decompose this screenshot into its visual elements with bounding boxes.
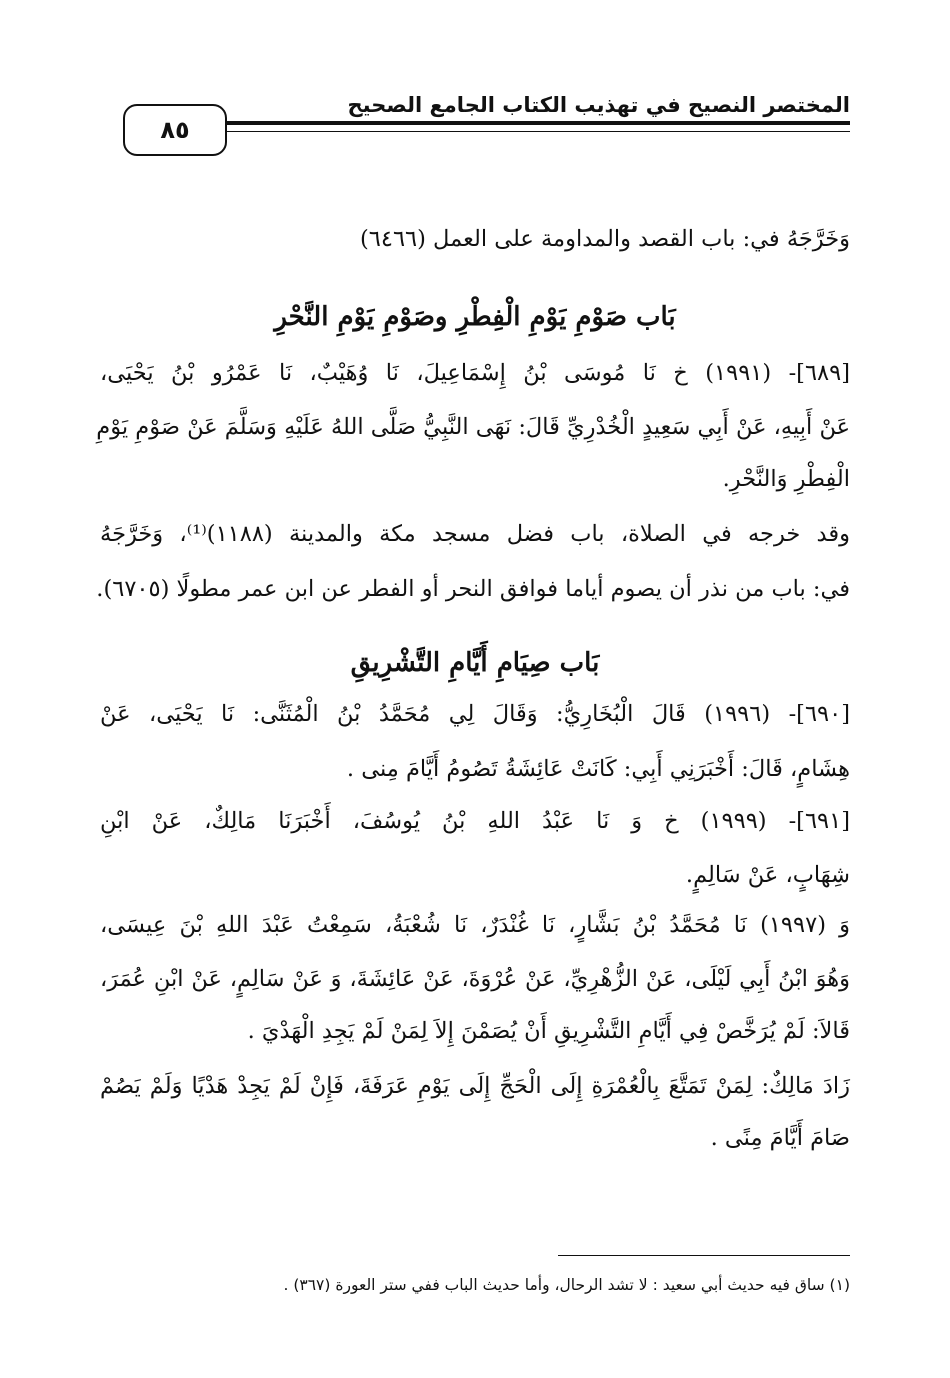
text-line-1: وَخَرَّجَهُ في: باب القصد والمداومة على العمل (٦٤٦٦) bbox=[360, 226, 850, 252]
text-line-13: قَالاَ: لَمْ يُرَخَّصْ فِي أَيَّامِ التَّشْرِيقِ أَنْ يُصَمْنَ إِلاَ لِمَنْ لَمْ يَجِدِ الْهَدْيَ . bbox=[247, 1018, 850, 1044]
text-line-3: عَنْ أَبِيهِ، عَنْ أَبِي سَعِيدٍ الْخُدْرِيِّ قَالَ: نَهَى النَّبِيُّ صَلَّى اللهُ عَلَيْهِ وَسَلَّمَ عَنْ صَوْمِ يَوْمِ bbox=[96, 414, 850, 440]
text-line-6: في: باب من نذر أن يصوم أياما فوافق النحر أو الفطر عن ابن عمر مطولًا (٦٧٠٥). bbox=[96, 576, 850, 602]
text-line-10: شِهَابٍ، عَنْ سَالِمٍ. bbox=[685, 862, 850, 888]
text-line-2: [٦٨٩]- (١٩٩١) خ نَا مُوسَى بْنُ إِسْمَاعِيلَ، نَا وُهَيْبٌ، نَا عَمْرُو بْنُ يَحْيَى، bbox=[100, 360, 851, 386]
text-line-12: وَهُوَ ابْنُ أَبِي لَيْلَى، عَنْ الزُّهْرِيِّ، عَنْ عُرْوَةَ، عَنْ عَائِشَةَ، وَ عَنْ سَالِمٍ، عَنْ ابْنِ عُمَرَ، bbox=[100, 966, 850, 992]
footnote-separator bbox=[558, 1255, 850, 1256]
header-rule-thin bbox=[227, 131, 850, 132]
text-line-14: زَادَ مَالِكٌ: لِمَنْ تَمَتَّعَ بِالْعُمْرَةِ إِلَى الْحَجِّ إِلَى يَوْمِ عَرَفَةَ، فَإِنْ لَمْ يَجِدْ هَدْيًا وَلَمْ يَصُمْ bbox=[100, 1073, 850, 1099]
text-line-15: صَامَ أَيَّامَ مِنًى . bbox=[710, 1125, 850, 1151]
running-header-title: المختصر النصيح في تهذيب الكتاب الجامع الصحيح bbox=[347, 93, 850, 117]
page-number: ٨٥ bbox=[123, 104, 227, 156]
text-line-5: وقد خرجه في الصلاة، باب فضل مسجد مكة والمدينة (١١٨٨)⁽¹⁾، وَخَرَّجَهُ bbox=[100, 521, 850, 547]
section-heading-2: بَاب صِيَامِ أَيَّامِ التَّشْرِيقِ bbox=[350, 648, 600, 678]
text-line-11: وَ (١٩٩٧) نَا مُحَمَّدُ بْنُ بَشَّارٍ، نَا غُنْدَرٌ، نَا شُعْبَةُ، سَمِعْتُ عَبْدَ اللهِ بْنَ عِيسَى، bbox=[100, 912, 850, 938]
section-heading-1: بَاب صَوْمِ يَوْمِ الْفِطْرِ وصَوْمِ يَوْمِ النَّحْرِ bbox=[274, 302, 676, 332]
text-line-4: الْفِطْرِ وَالنَّحْرِ. bbox=[722, 466, 850, 492]
footnote-text: (١) ساق فيه حديث أبي سعيد : لا تشد الرحال، وأما حديث الباب ففي ستر العورة (٣٦٧) . bbox=[283, 1276, 850, 1294]
text-line-8: هِشَامٍ، قَالَ: أَخْبَرَنِي أَبِي: كَانَتْ عَائِشَةُ تَصُومُ أَيَّامَ مِنى . bbox=[346, 756, 850, 782]
header-rule-thick bbox=[227, 121, 850, 125]
text-line-7: [٦٩٠]- (١٩٩٦) قَالَ الْبُخَارِيُّ: وَقَالَ لِي مُحَمَّدُ بْنُ الْمُثَنَّى: نَا يَحْيَى، عَنْ bbox=[100, 701, 850, 727]
text-line-9: [٦٩١]- (١٩٩٩) خ وَ نَا عَبْدُ اللهِ بْنُ يُوسُفَ، أَخْبَرَنَا مَالِكٌ، عَنْ ابْنِ bbox=[100, 808, 851, 834]
